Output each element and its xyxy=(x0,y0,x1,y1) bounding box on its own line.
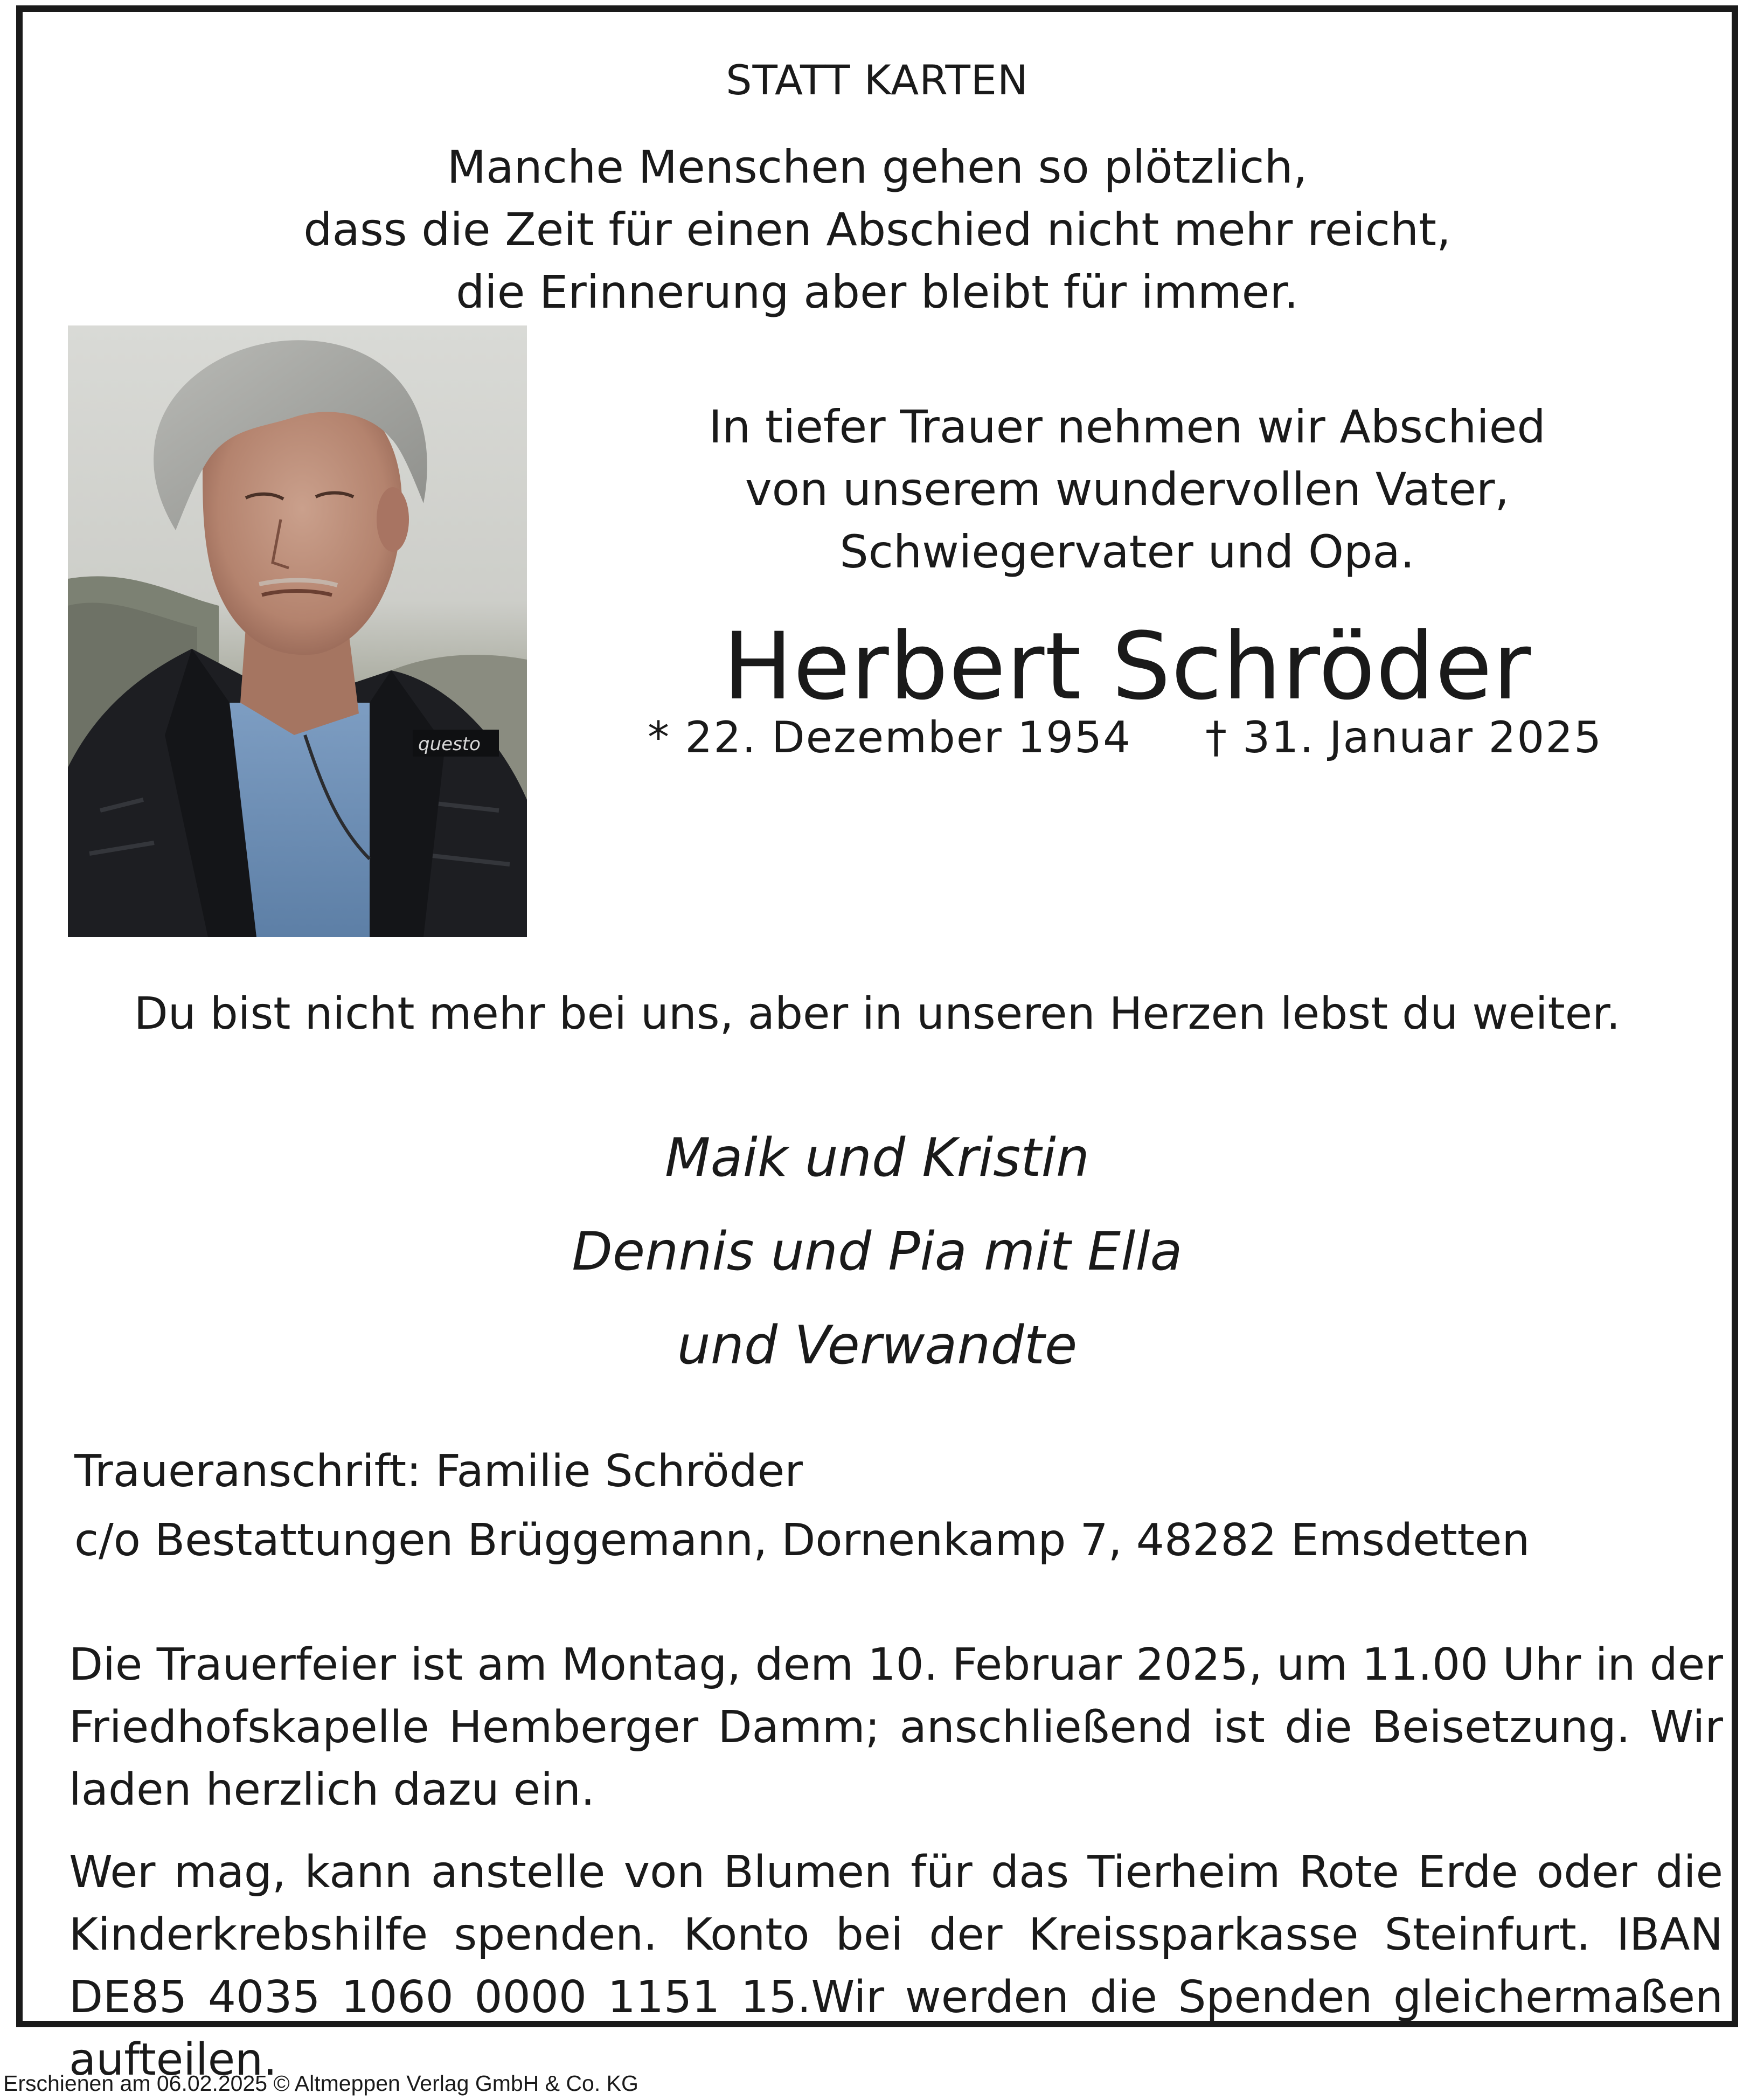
donation-paragraph: Wer mag, kann anstelle von Blumen für das Tierheim Rote Erde oder die Kinderkrebshilfe spenden. Konto bei der Kreissparkasse Steinfurt. IBAN DE85 4035 1060 0000 1151 15.Wir werden die Spenden gleichermaßen aufteilen. xyxy=(69,1847,1723,2085)
portrait-illustration xyxy=(68,325,527,937)
poem-line: Manche Menschen gehen so plötzlich, xyxy=(447,141,1308,193)
jacket-brand-label: questo xyxy=(418,733,481,755)
intro-line: In tiefer Trauer nehmen wir Abschied xyxy=(709,400,1546,453)
deceased-name: Herbert Schröder xyxy=(723,612,1532,720)
mourner-line: und Verwandte xyxy=(677,1315,1078,1376)
birth-date: * 22. Dezember 1954 xyxy=(648,712,1131,763)
mourner-line: Maik und Kristin xyxy=(665,1127,1089,1189)
motto: Du bist nicht mehr bei uns, aber in unseren Herzen lebst du weiter. xyxy=(134,988,1621,1039)
portrait-photo xyxy=(68,325,527,937)
intro-line: Schwiegervater und Opa. xyxy=(839,525,1415,578)
poem-line: dass die Zeit für einen Abschied nicht mehr reicht, xyxy=(303,203,1451,256)
poem xyxy=(23,136,1732,323)
intro xyxy=(583,396,1671,583)
notice-header: STATT KARTEN xyxy=(726,56,1029,104)
intro-line: von unserem wundervollen Vater, xyxy=(745,463,1510,516)
mourners xyxy=(23,1111,1732,1392)
publication-footer: Erschienen am 06.02.2025 © Altmeppen Verlag GmbH & Co. KG xyxy=(3,2071,638,2096)
mourning-address xyxy=(74,1437,1530,1575)
address-line: c/o Bestattungen Brüggemann, Dornenkamp 7, 48282 Emsdetten xyxy=(74,1515,1530,1566)
ceremony-paragraph: Die Trauerfeier ist am Montag, dem 10. Februar 2025, um 11.00 Uhr in der Friedhofskapelle Hemberger Damm; anschließend ist die Beisetzung. Wir laden herzlich dazu ein. xyxy=(69,1639,1723,1815)
death-date: † 31. Januar 2025 xyxy=(1205,712,1603,763)
address-line: Traueranschrift: Familie Schröder xyxy=(74,1446,803,1497)
poem-line: die Erinnerung aber bleibt für immer. xyxy=(456,266,1298,318)
mourner-line: Dennis und Pia mit Ella xyxy=(572,1221,1183,1283)
